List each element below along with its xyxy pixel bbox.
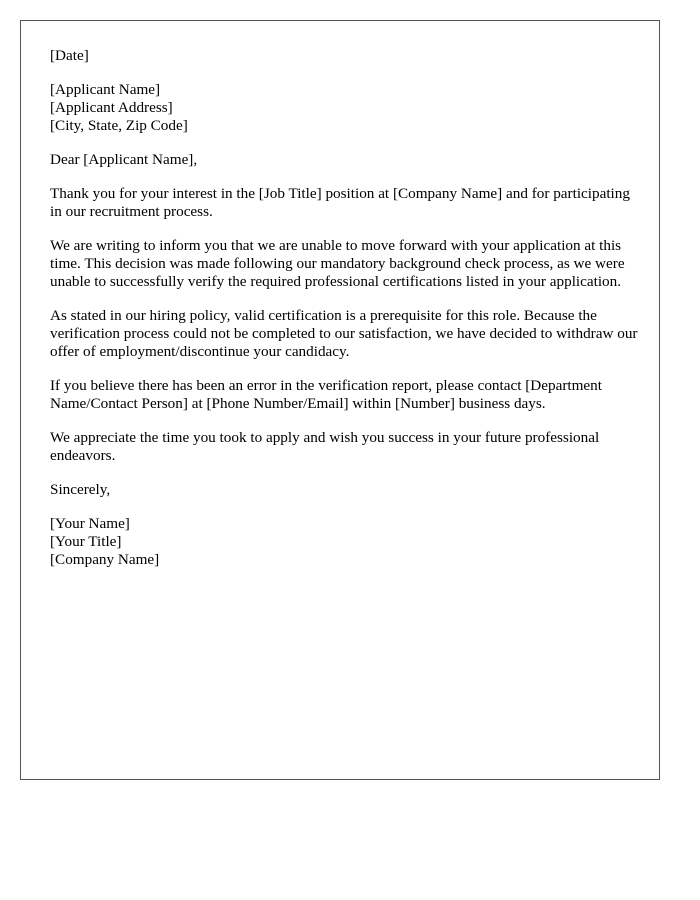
paragraph-contact: If you believe there has been an error in the verification report, please contact [Department Name/Contact Person] at [Phone Number/Email] within [Number] business days. [50, 377, 602, 412]
paragraph-appreciation: We appreciate the time you took to apply and wish you success in your future professional endeavors. [50, 429, 600, 464]
letter-date: [Date] [50, 47, 89, 64]
paragraph-decision: We are writing to inform you that we are unable to move forward with your application at this time. This decision was made following our mandatory background check process, as we were unable to successfully verify the required professional certifications listed in your application. [50, 237, 625, 290]
letter-page [20, 20, 660, 780]
paragraph-interest: Thank you for your interest in the [Job Title] position at [Company Name] and for participating in our recruitment process. [50, 185, 630, 220]
signature-block [50, 515, 640, 569]
salutation: Dear [Applicant Name], [50, 151, 198, 168]
letter-body [50, 47, 640, 585]
recipient-city-state-zip: [City, State, Zip Code] [50, 117, 188, 134]
paragraph-policy: As stated in our hiring policy, valid certification is a prerequisite for this role. Because the verification process could not be completed to our satisfaction, we have decided to withdraw our offer of employment/discontinue your candidacy. [50, 307, 638, 360]
recipient-address-block [50, 81, 640, 135]
closing: Sincerely, [50, 481, 111, 498]
signer-company: [Company Name] [50, 551, 160, 568]
recipient-name: [Applicant Name] [50, 81, 161, 98]
signer-name: [Your Name] [50, 515, 130, 532]
date-block [50, 47, 640, 65]
recipient-address: [Applicant Address] [50, 99, 173, 116]
signer-title: [Your Title] [50, 533, 122, 550]
